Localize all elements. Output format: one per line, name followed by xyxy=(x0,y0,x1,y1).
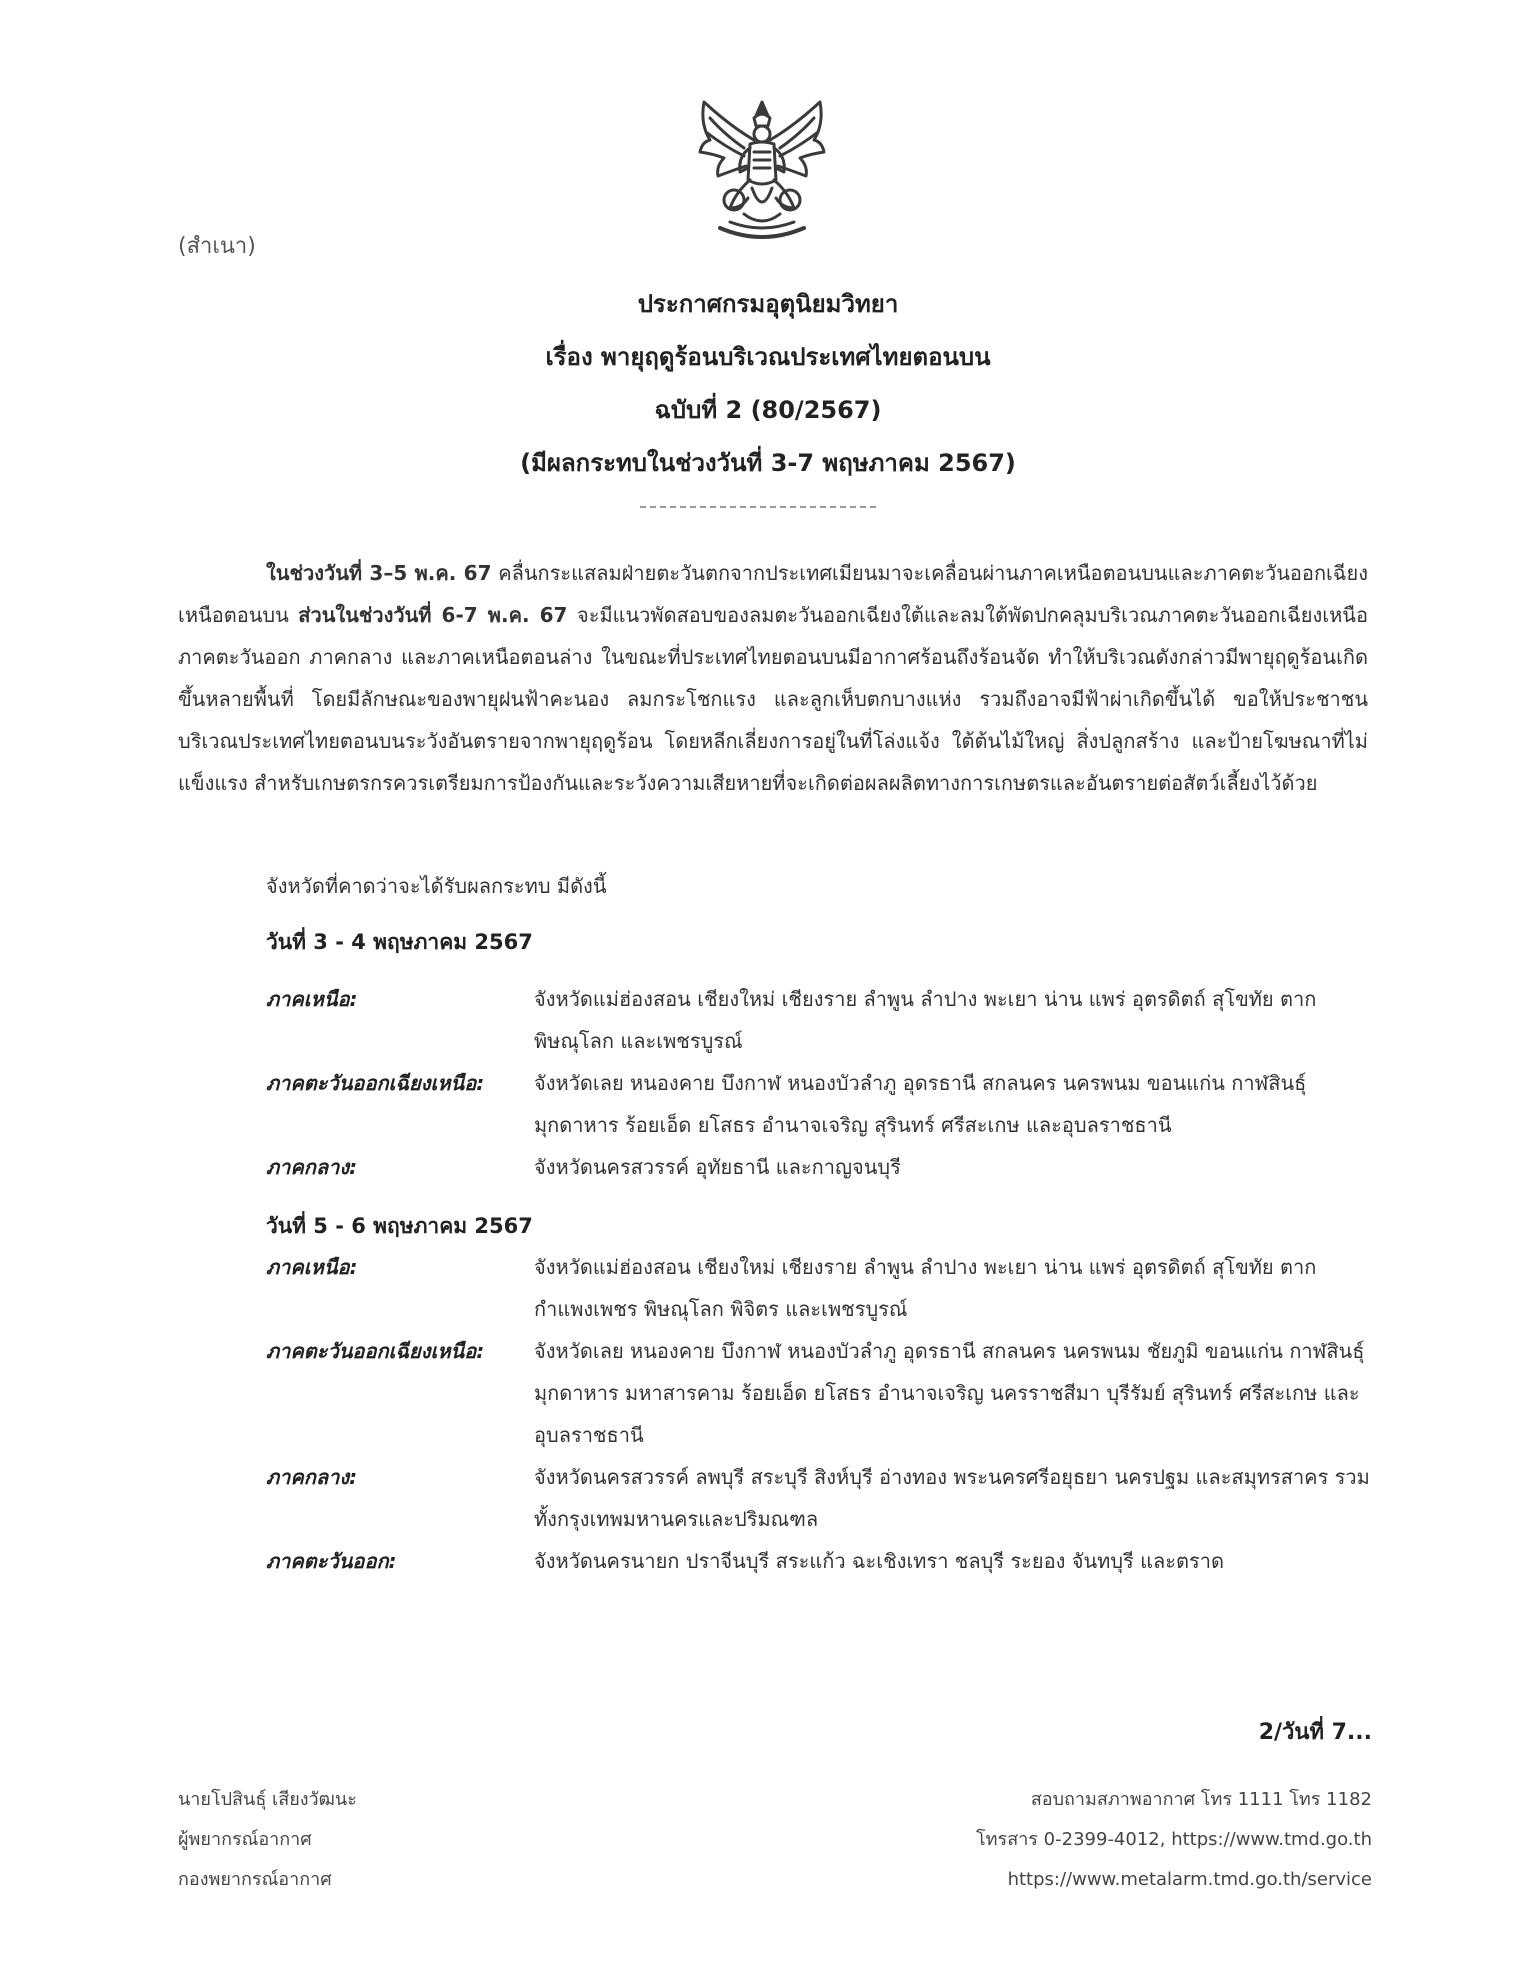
region-provinces: จังหวัดนครสวรรค์ อุทัยธานี และกาญจนบุรี xyxy=(534,1155,901,1179)
region-row xyxy=(266,1540,1370,1582)
contact-service-url: https://www.metalarm.tmd.go.th/service xyxy=(1007,1869,1372,1890)
affected-provinces-intro: จังหวัดที่คาดว่าจะได้รับผลกระทบ มีดังนี้ xyxy=(266,874,607,898)
region-name: ภาคตะวันออกเฉียงเหนือ: xyxy=(266,1339,485,1363)
region-name: ภาคตะวันออก: xyxy=(266,1549,397,1573)
region-name: ภาคกลาง: xyxy=(266,1155,358,1179)
region-provinces: จังหวัดเลย หนองคาย บึงกาฬ หนองบัวลำภู อุดรธานี สกลนคร นครพนม ชัยภูมิ ขอนแก่น กาฬสินธุ์ มุกดาหาร มหาสารคาม ร้อยเอ็ด ยโสธร อำนาจเจริญ นครราชสีมา บุรีรัมย์ สุรินทร์ ศรีสะเกษ และอุบลราชธานี xyxy=(534,1339,1365,1447)
body-mid-bold: ส่วนในช่วงวันที่ 6-7 พ.ค. 67 xyxy=(298,603,568,627)
title-issuer: ประกาศกรมอุตุนิยมวิทยา xyxy=(637,290,899,318)
region-provinces: จังหวัดนครนายก ปราจีนบุรี สระแก้ว ฉะเชิงเทรา ชลบุรี ระยอง จันทบุรี และตราด xyxy=(534,1549,1224,1573)
region-row xyxy=(266,1062,1370,1146)
signer-department: กองพยากรณ์อากาศ xyxy=(178,1869,332,1890)
region-row xyxy=(266,978,1370,1062)
body-text-1: คลื่นกระแสลมฝ่ายตะวันตกจากประเทศเมียนมาจะเคลื่อนผ่านภาคเหนือตอนบนและภาคตะวันออกเฉียงเหนือตอนบน xyxy=(178,561,1368,627)
region-provinces: จังหวัดเลย หนองคาย บึงกาฬ หนองบัวลำภู อุดรธานี สกลนคร นครพนม ขอนแก่น กาฬสินธุ์ มุกดาหาร ร้อยเอ็ด ยโสธร อำนาจเจริญ สุรินทร์ ศรีสะเกษ และอุบลราชธานี xyxy=(534,1071,1307,1137)
region-row xyxy=(266,1456,1370,1540)
day-heading: วันที่ 3 - 4 พฤษภาคม 2567 xyxy=(266,930,533,954)
signature-block xyxy=(178,1780,357,1900)
region-provinces: จังหวัดนครสวรรค์ ลพบุรี สระบุรี สิงห์บุรี อ่างทอง พระนครศรีอยุธยา นครปฐม และสมุทรสาคร รวมทั้งกรุงเทพมหานครและปริมณฑล xyxy=(534,1465,1370,1531)
announcement-title xyxy=(0,278,1536,490)
title-issue-number: ฉบับที่ 2 (80/2567) xyxy=(654,396,882,424)
region-row xyxy=(266,1246,1370,1330)
garuda-emblem-icon xyxy=(690,96,834,246)
signer-name: นายโปสินธุ์ เสียงวัฒนะ xyxy=(178,1789,357,1810)
body-paragraph xyxy=(178,552,1368,804)
day-heading: วันที่ 5 - 6 พฤษภาคม 2567 xyxy=(266,1214,533,1238)
body-lead-bold: ในช่วงวันที่ 3–5 พ.ค. 67 xyxy=(266,561,492,585)
region-name: ภาคตะวันออกเฉียงเหนือ: xyxy=(266,1071,485,1095)
region-provinces: จังหวัดแม่ฮ่องสอน เชียงใหม่ เชียงราย ลำพูน ลำปาง พะเยา น่าน แพร่ อุตรดิตถ์ สุโขทัย ตาก กำแพงเพชร พิษณุโลก พิจิตร และเพชรบูรณ์ xyxy=(534,1255,1317,1321)
signer-position: ผู้พยากรณ์อากาศ xyxy=(178,1829,312,1850)
title-effective-period: (มีผลกระทบในช่วงวันที่ 3-7 พฤษภาคม 2567) xyxy=(520,449,1016,477)
contact-block xyxy=(976,1780,1372,1900)
region-row xyxy=(266,1146,1370,1188)
region-name: ภาคกลาง: xyxy=(266,1465,358,1489)
title-divider xyxy=(640,506,876,508)
contact-phone: สอบถามสภาพอากาศ โทร 1111 โทร 1182 xyxy=(1030,1789,1372,1810)
contact-fax-website: โทรสาร 0-2399-4012, https://www.tmd.go.th xyxy=(976,1829,1372,1850)
region-name: ภาคเหนือ: xyxy=(266,1255,358,1279)
page-continuation-marker: 2/วันที่ 7... xyxy=(1258,1720,1372,1745)
copy-label: (สำเนา) xyxy=(178,234,256,259)
title-subject: เรื่อง พายุฤดูร้อนบริเวณประเทศไทยตอนบน xyxy=(545,343,991,371)
region-name: ภาคเหนือ: xyxy=(266,987,358,1011)
body-text-2: จะมีแนวพัดสอบของลมตะวันออกเฉียงใต้และลมใต้พัดปกคลุมบริเวณภาคตะวันออกเฉียงเหนือ ภาคตะวันออก ภาคกลาง และภาคเหนือตอนล่าง ในขณะที่ประเทศไทยตอนบนมีอากาศร้อนถึงร้อนจัด ทำให้บริเวณดังกล่าวมีพายุฤดูร้อนเกิดขึ้นหลายพื้นที่ โดยมีลักษณะของพายุฝนฟ้าคะนอง ลมกระโชกแรง และลูกเห็บตกบางแห่ง รวมถึงอาจมีฟ้าผ่าเกิดขึ้นได้ ขอให้ประชาชนบริเวณประเทศไทยตอนบนระวังอันตรายจากพายุฤดูร้อน โดยหลีกเลี่ยงการอยู่ในที่โล่งแจ้ง ใต้ต้นไม้ใหญ่ สิ่งปลูกสร้าง และป้ายโฆษณาที่ไม่แข็งแรง สำหรับเกษตรกรควรเตรียมการป้องกันและระวังความเสียหายที่จะเกิดต่อผลผลิตทางการเกษตรและอันตรายต่อสัตว์เลี้ยงไว้ด้วย xyxy=(178,603,1368,795)
region-provinces: จังหวัดแม่ฮ่องสอน เชียงใหม่ เชียงราย ลำพูน ลำปาง พะเยา น่าน แพร่ อุตรดิตถ์ สุโขทัย ตาก พิษณุโลก และเพชรบูรณ์ xyxy=(534,987,1317,1053)
region-row xyxy=(266,1330,1370,1456)
